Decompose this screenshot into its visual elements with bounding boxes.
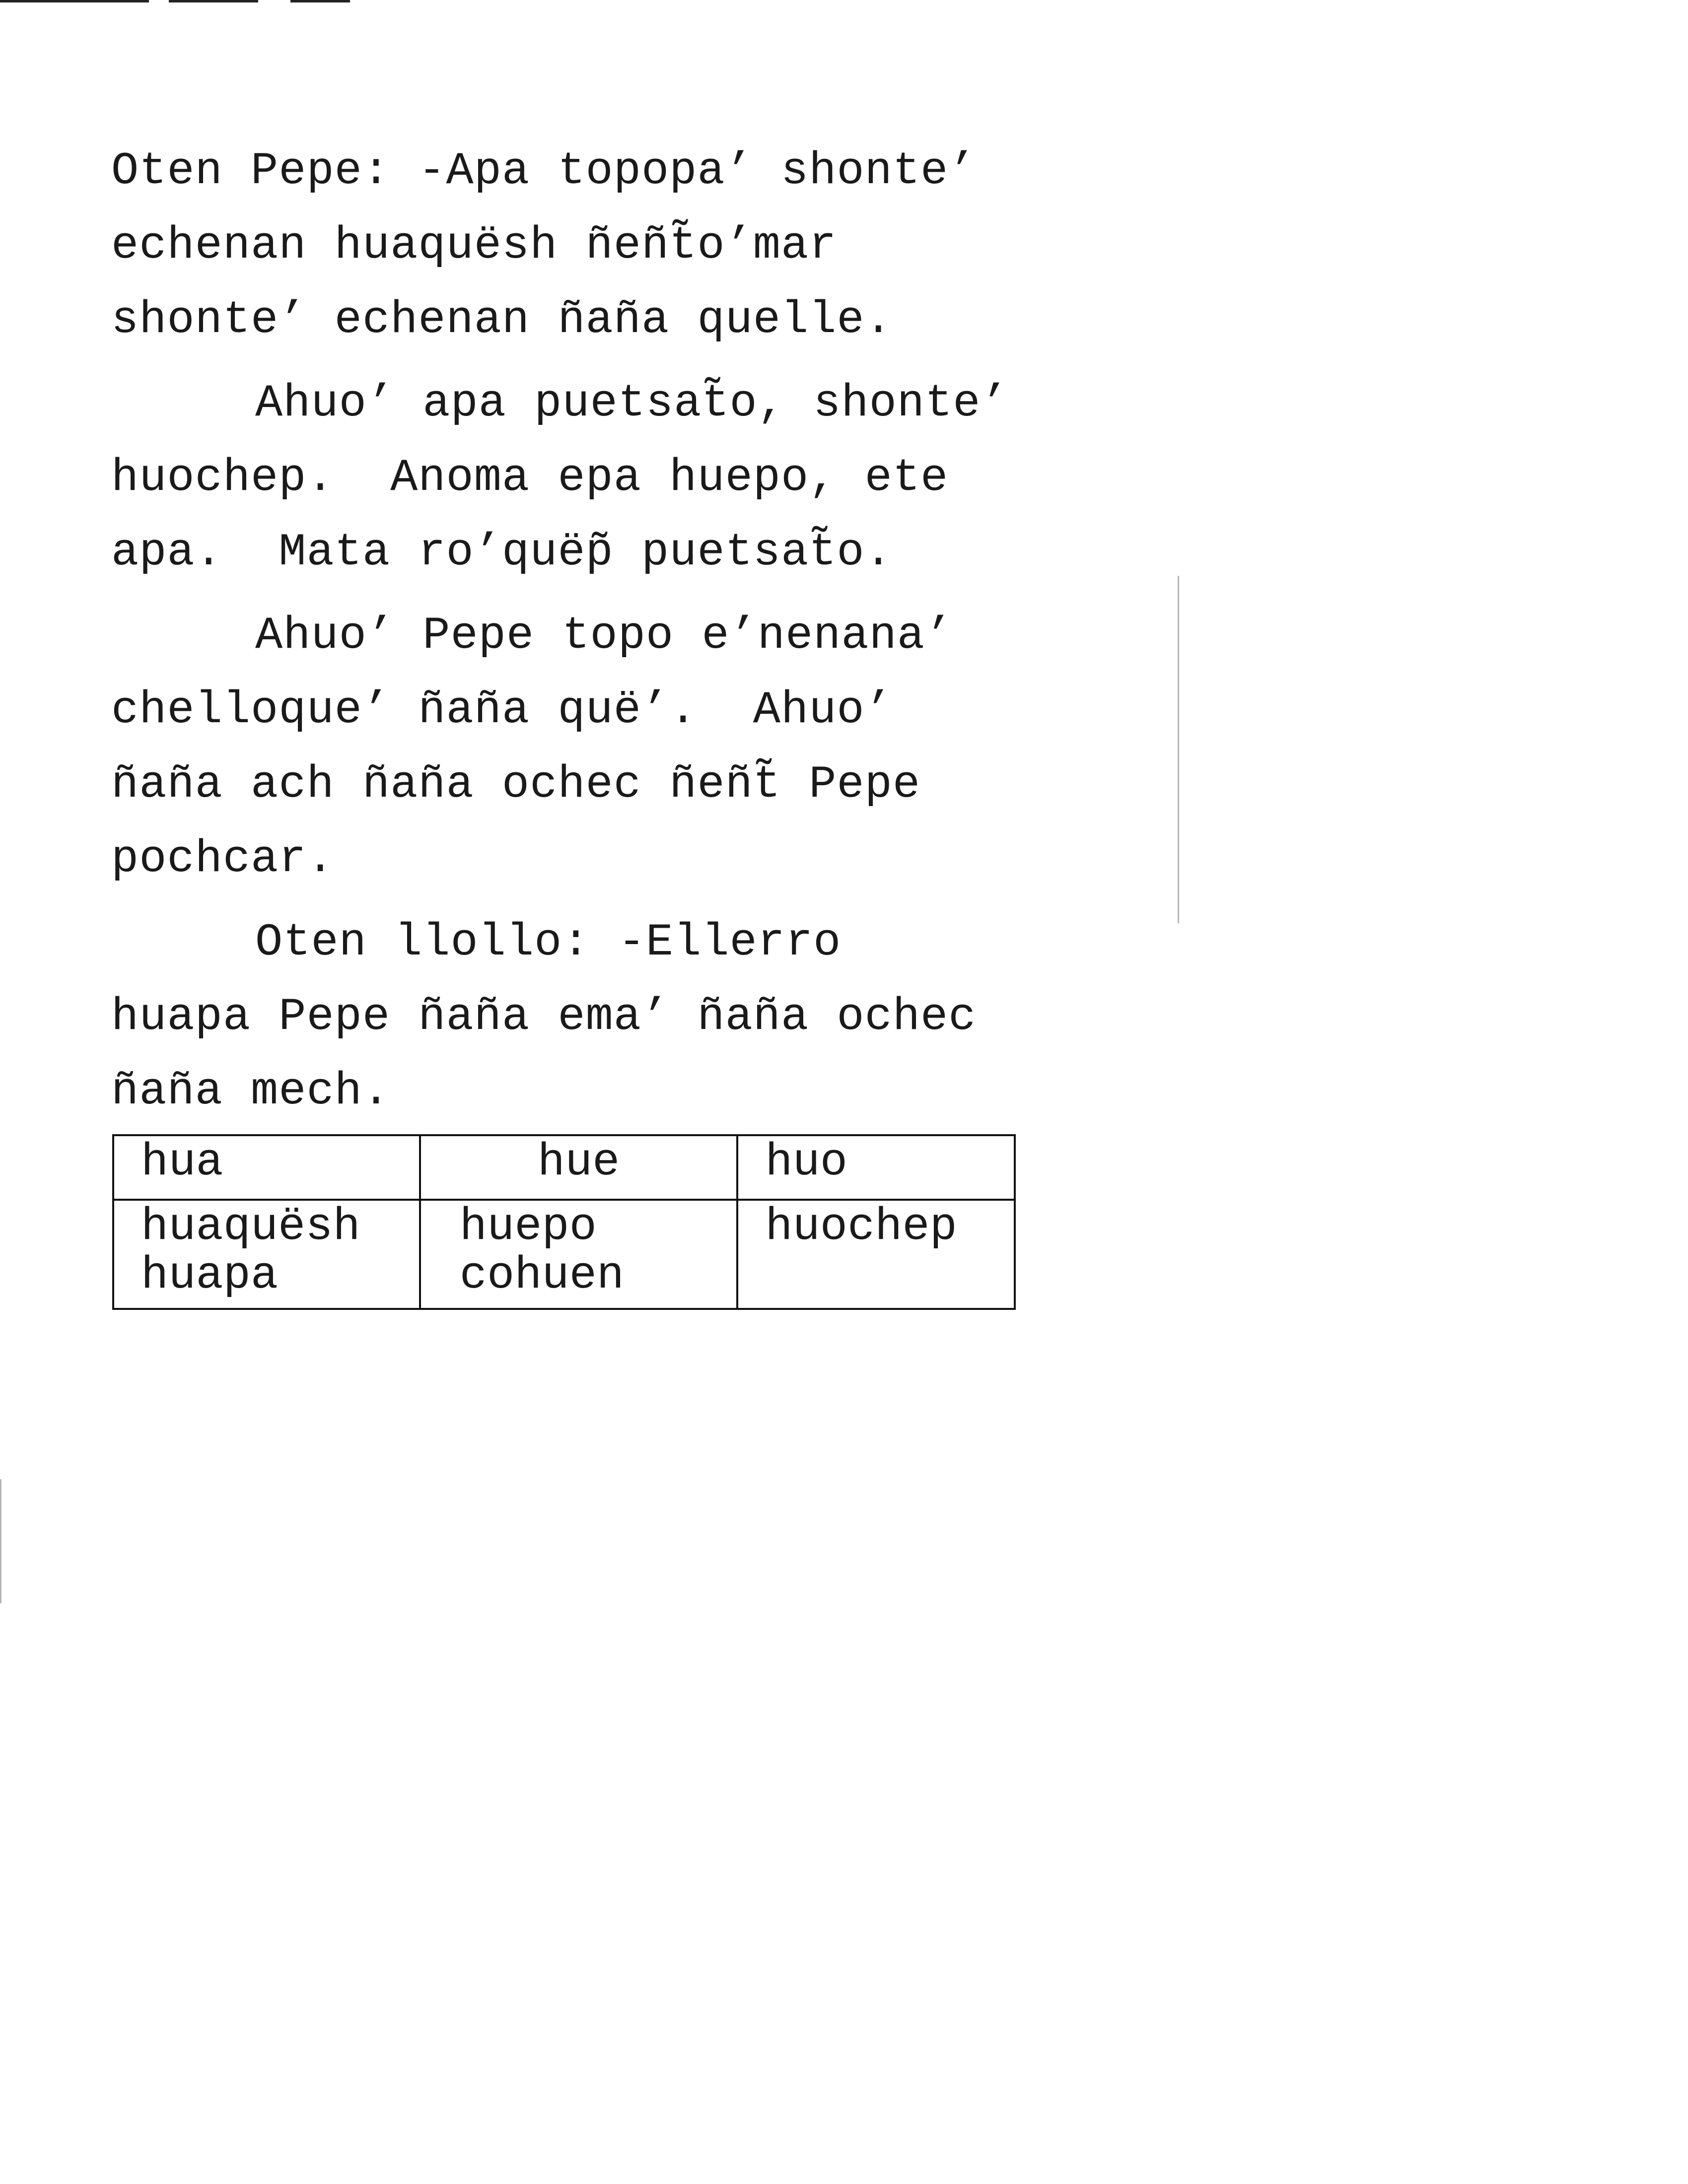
scan-edge-mark (290, 0, 350, 2)
scan-edge-mark (0, 0, 149, 2)
table-cell: huaquësh huapa (113, 1200, 420, 1309)
paragraph-4 (111, 905, 1104, 1129)
scan-edge-mark (169, 0, 258, 2)
table-header-cell: hue (420, 1135, 738, 1200)
text-line: pochcar. (111, 833, 335, 885)
table-cell: huepo cohuen (420, 1200, 738, 1309)
text-line: Ahuo’ apa puetsat̃o, shonte’ (255, 377, 1009, 429)
paragraph-1 (111, 134, 1104, 357)
table-header-cell: huo (737, 1135, 1015, 1200)
text-line: shonte’ echenan ñaña quelle. (111, 294, 893, 346)
text-line: huapa Pepe ñaña ema’ ñaña ochec (111, 991, 977, 1043)
scan-margin-rule (0, 1479, 1, 1603)
table-row (113, 1200, 1015, 1309)
story-text (111, 134, 1104, 1138)
text-line: chelloque’ ñaña quë’. Ahuo’ (111, 684, 893, 736)
text-line: ñaña mech. (111, 1065, 391, 1117)
paragraph-3 (111, 599, 1104, 896)
text-line: Ahuo’ Pepe topo e’nenana’ (255, 610, 953, 662)
table-header-cell: hua (113, 1135, 420, 1200)
text-line: echenan huaquësh ñeñt̃o’mar (111, 219, 837, 272)
text-line: Oten Pepe: -Apa topopa’ shonte’ (111, 145, 977, 197)
table-header-row (113, 1135, 1015, 1200)
text-line: ñaña ach ñaña ochec ñeñt̃ Pepe (111, 758, 921, 811)
table-cell: huochep (737, 1200, 1015, 1309)
scan-margin-rule (1178, 576, 1179, 923)
text-line: Oten llollo: -Ellerro (255, 916, 842, 968)
text-line: huochep. Anoma epa huepo, ete (111, 452, 949, 504)
syllable-table (112, 1134, 1016, 1310)
text-line: apa. Mata ro’quëp̃ puetsat̃o. (111, 526, 893, 578)
paragraph-2 (111, 366, 1104, 590)
